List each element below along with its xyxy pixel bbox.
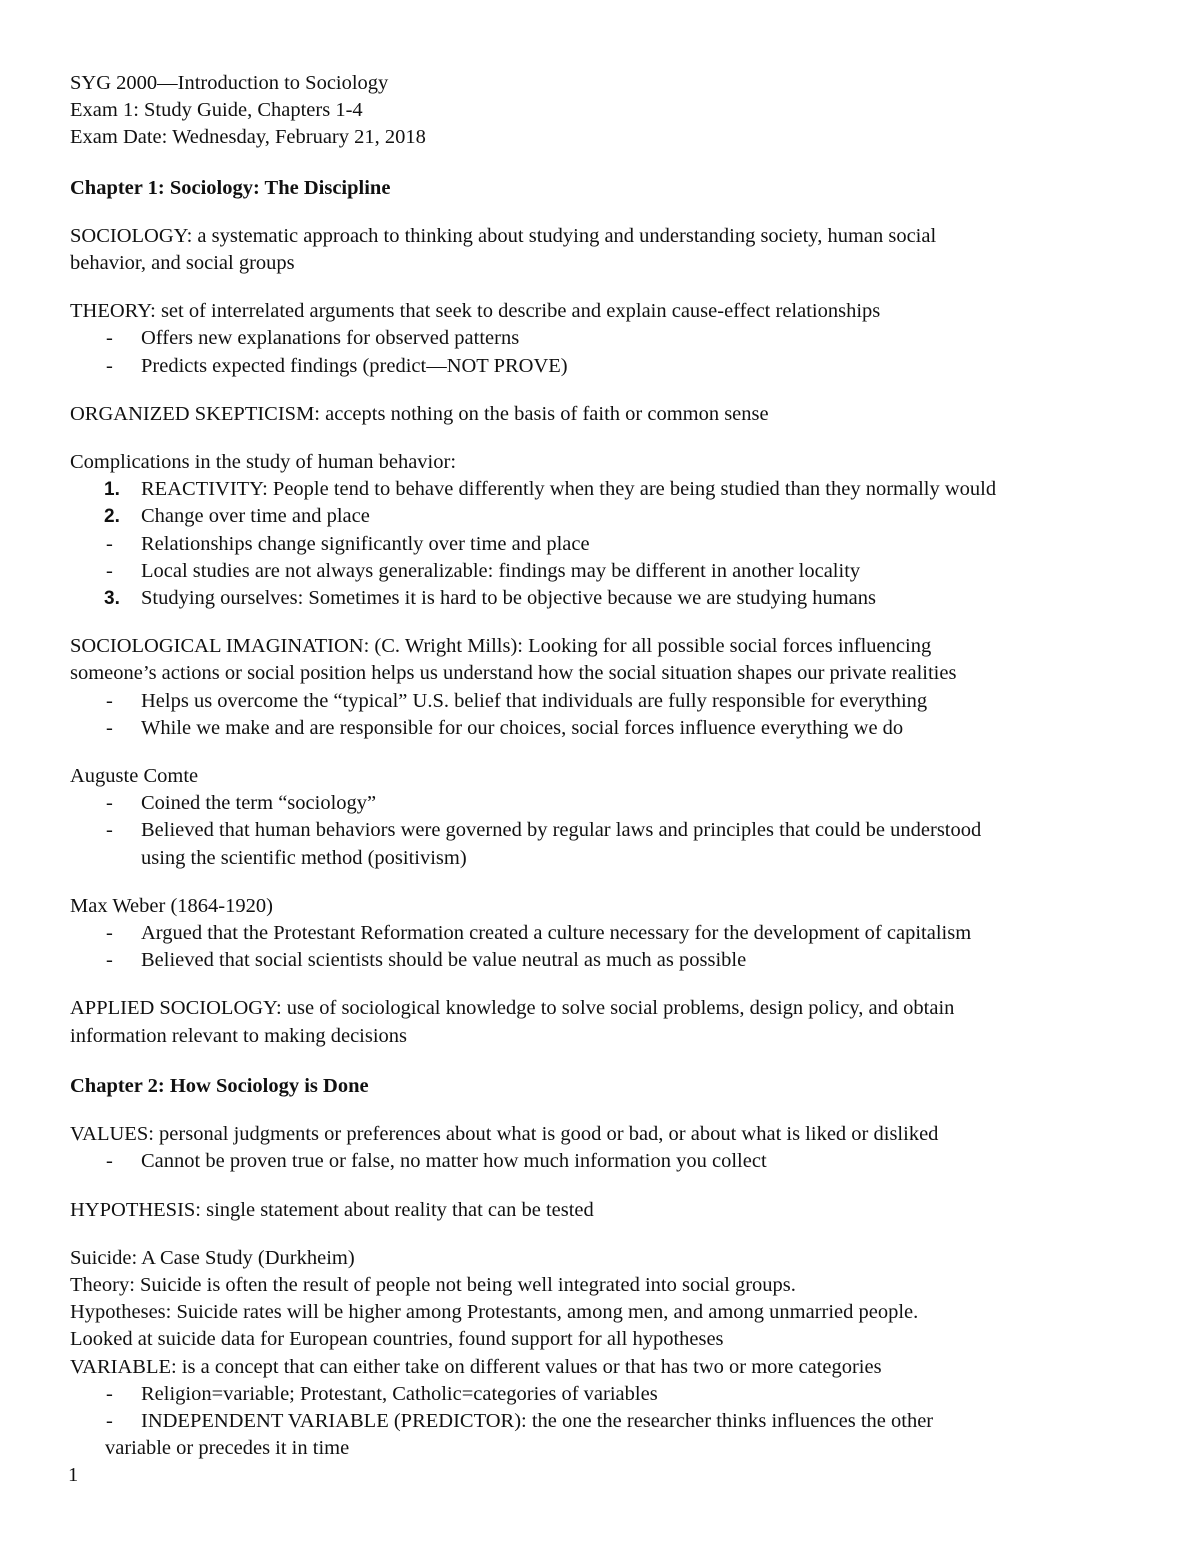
list-item: 2. Change over time and place [70,503,1150,530]
values-definition: VALUES: personal judgments or preferences about what is good or bad, or about what is liked or disliked [70,1123,939,1146]
page-content [70,70,1150,1462]
complications-intro: Complications in the study of human behavior: [70,451,457,474]
list-item: - Believed that social scientists should be value neutral as much as possible [70,947,1150,974]
chapter-1-heading: Chapter 1: Sociology: The Discipline [70,176,391,199]
list-item: - INDEPENDENT VARIABLE (PREDICTOR): the one the researcher thinks influences the other [70,1408,1150,1435]
list-item: - Local studies are not always generalizable: findings may be different in another locality [70,558,1150,585]
list-item: - Argued that the Protestant Reformation created a culture necessary for the development of capitalism [70,920,1150,947]
dash-marker: - [106,559,113,582]
list-item: - While we make and are responsible for our choices, social forces influence everything we do [70,715,1150,742]
number-marker: 3. [104,588,120,610]
variable-definition: VARIABLE: is a concept that can either take on different values or that has two or more categories [70,1355,882,1378]
list-item: - Cannot be proven true or false, no matter how much information you collect [70,1148,1150,1175]
chapter-2-heading: Chapter 2: How Sociology is Done [70,1074,369,1097]
suicide-hypotheses: Hypotheses: Suicide rates will be higher among Protestants, among men, and among unmarried people. [70,1301,919,1324]
skepticism-definition: ORGANIZED SKEPTICISM: accepts nothing on the basis of faith or common sense [70,402,769,425]
applied-sociology-line-2: information relevant to making decisions [70,1024,408,1047]
list-item: 3. Studying ourselves: Sometimes it is hard to be objective because we are studying humans [70,585,1150,612]
dash-marker: - [106,354,113,377]
exam-title: Exam 1: Study Guide, Chapters 1-4 [70,99,363,122]
number-marker: 2. [104,506,120,528]
applied-sociology-line-1: APPLIED SOCIOLOGY: use of sociological knowledge to solve social problems, design policy, and obtain [70,997,955,1020]
hypothesis-definition: HYPOTHESIS: single statement about reality that can be tested [70,1198,594,1221]
imagination-definition-line-1: SOCIOLOGICAL IMAGINATION: (C. Wright Mills): Looking for all possible social forces influencing [70,635,932,658]
list-item: - Coined the term “sociology” [70,790,1150,817]
course-title: SYG 2000—Introduction to Sociology [70,72,389,94]
number-marker: 1. [104,479,120,501]
dash-marker: - [106,1382,113,1405]
dash-marker: - [106,689,113,712]
suicide-theory: Theory: Suicide is often the result of people not being well integrated into social groups. [70,1273,796,1296]
list-item: - Relationships change significantly over time and place [70,531,1150,558]
list-item: - Religion=variable; Protestant, Catholic=categories of variables [70,1381,1150,1408]
dash-marker: - [106,327,113,350]
comte-heading: Auguste Comte [70,765,199,788]
page-number: 1 [68,1464,79,1486]
sociology-definition-line-2: behavior, and social groups [70,252,295,275]
weber-heading: Max Weber (1864-1920) [70,894,273,917]
imagination-definition-line-2: someone’s actions or social position helps us understand how the social situation shapes our private realities [70,662,957,685]
exam-date: Exam Date: Wednesday, February 21, 2018 [70,126,426,149]
list-item: - Helps us overcome the “typical” U.S. belief that individuals are fully responsible for everything [70,688,1150,715]
theory-definition: THEORY: set of interrelated arguments that seek to describe and explain cause-effect relationships [70,300,881,323]
dash-marker: - [106,1150,113,1173]
dash-marker: - [106,922,113,945]
suicide-data: Looked at suicide data for European countries, found support for all hypotheses [70,1328,724,1351]
list-item: - Believed that human behaviors were governed by regular laws and principles that could be understood [70,817,1150,844]
dash-marker: - [106,716,113,739]
dash-marker: - [106,819,113,842]
dash-marker: - [106,1409,113,1432]
list-item-continuation: using the scientific method (positivism) [141,846,467,869]
list-item: - Offers new explanations for observed patterns [70,325,1150,352]
dash-marker: - [106,949,113,972]
dash-marker: - [106,532,113,555]
sociology-definition-line-1: SOCIOLOGY: a systematic approach to thinking about studying and understanding society, human social [70,224,937,247]
dash-marker: - [106,792,113,815]
list-item-continuation: variable or precedes it in time [105,1437,350,1460]
list-item: 1. REACTIVITY: People tend to behave differently when they are being studied than they normally would [70,476,1150,503]
suicide-case-heading: Suicide: A Case Study (Durkheim) [70,1246,355,1269]
list-item: - Predicts expected findings (predict—NOT PROVE) [70,353,1150,380]
